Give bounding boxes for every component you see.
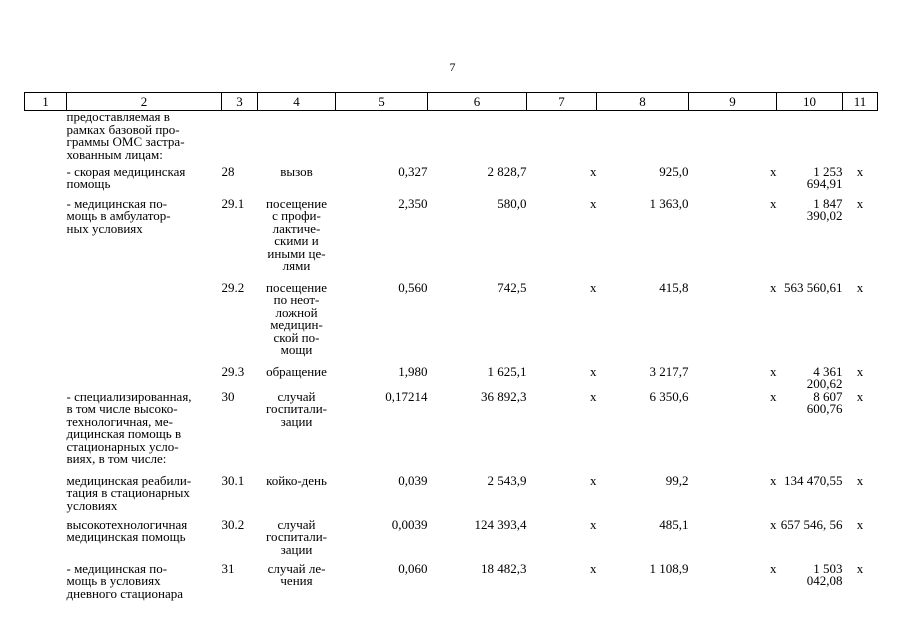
cell-text: х: [770, 363, 777, 379]
cell-c5: [336, 279, 428, 366]
cell-c3: [221, 163, 258, 198]
cell-text: х: [856, 163, 864, 179]
cell-c11: [843, 472, 878, 519]
cell-text: 124 393,4: [474, 516, 527, 532]
cell-c2: [66, 195, 222, 282]
cell-text: 0,560: [398, 279, 428, 295]
cell-text: - медицинская по- мощь в амбулатор- ных условиях: [66, 195, 171, 236]
column-header-6: 6: [428, 93, 527, 111]
cell-c7: [527, 472, 597, 519]
cell-c10: [777, 195, 843, 282]
table-row: [25, 111, 878, 166]
cell-c4: [258, 560, 336, 603]
cell-c8: [597, 363, 689, 391]
cell-c1: [25, 111, 67, 166]
cell-text: х: [590, 163, 597, 179]
table-row: [25, 519, 878, 563]
cell-c3: [221, 516, 258, 563]
cell-text: 30.1: [221, 472, 245, 488]
cell-c4: [258, 516, 336, 563]
cell-text: 29.2: [221, 279, 245, 295]
cell-c1: [25, 475, 67, 519]
table-row: [25, 282, 878, 366]
cell-c7: [527, 279, 597, 366]
cell-text: х: [856, 279, 864, 295]
cell-c10: [777, 279, 843, 366]
cell-c10: [777, 363, 843, 391]
cell-c4: [258, 388, 336, 475]
cell-c9: [689, 111, 777, 166]
cell-c8: [597, 163, 689, 198]
cell-text: х: [856, 516, 864, 532]
cell-text: случай ле- чения: [267, 560, 326, 588]
cell-text: случай госпитали- зации: [265, 388, 327, 429]
cell-text: х: [590, 279, 597, 295]
cell-c2: [66, 516, 222, 563]
cell-text: 134 470,55: [784, 472, 843, 488]
cell-text: х: [770, 388, 777, 404]
cell-text: х: [770, 516, 777, 532]
cell-text: 6 350,6: [649, 388, 689, 404]
data-table: [24, 92, 878, 603]
cell-c1: [25, 166, 67, 198]
cell-text: 580,0: [497, 195, 527, 211]
cell-c6: [428, 195, 527, 282]
cell-text: высокотехнологичная медицинская помощь: [66, 516, 188, 544]
cell-c8: [597, 472, 689, 519]
cell-c5: [336, 363, 428, 391]
cell-c8: [597, 560, 689, 603]
cell-c9: [689, 472, 777, 519]
cell-text: 28: [221, 163, 235, 179]
cell-text: 657 546, 56: [780, 516, 843, 532]
cell-c11: [843, 111, 878, 166]
cell-text: х: [590, 363, 597, 379]
cell-c8: [597, 111, 689, 166]
cell-text: х: [770, 195, 777, 211]
cell-c5: [336, 111, 428, 166]
cell-c11: [843, 195, 878, 282]
cell-text: 563 560,61: [784, 279, 843, 295]
cell-c11: [843, 516, 878, 563]
cell-text: х: [856, 388, 864, 404]
cell-c5: [336, 195, 428, 282]
cell-text: 3 217,7: [649, 363, 689, 379]
cell-text: х: [590, 388, 597, 404]
cell-c9: [689, 279, 777, 366]
cell-text: х: [770, 472, 777, 488]
cell-text: - скорая медицинская помощь: [66, 163, 186, 191]
column-header-7: 7: [527, 93, 597, 111]
cell-text: 0,0039: [391, 516, 428, 532]
cell-text: обращение: [266, 363, 327, 379]
cell-c8: [597, 516, 689, 563]
cell-c1: [25, 391, 67, 475]
cell-text: 1,980: [398, 363, 428, 379]
column-header-5: 5: [336, 93, 428, 111]
cell-c10: [777, 388, 843, 475]
cell-c7: [527, 195, 597, 282]
cell-text: х: [590, 195, 597, 211]
cell-c3: [221, 388, 258, 475]
cell-text: х: [590, 560, 597, 576]
cell-c7: [527, 163, 597, 198]
cell-text: 30.2: [221, 516, 245, 532]
cell-text: 742,5: [497, 279, 527, 295]
column-header-2: 2: [67, 93, 222, 111]
cell-c9: [689, 363, 777, 391]
cell-text: 1 847 390,02: [806, 195, 843, 223]
cell-text: - специализированная, в том числе высоко- технологичная, ме- дицинская помощь в стационарных усло- виях, в том числе:: [66, 388, 192, 466]
cell-c5: [336, 472, 428, 519]
cell-text: случай госпитали- зации: [265, 516, 327, 557]
cell-c1: [25, 519, 67, 563]
cell-c7: [527, 111, 597, 166]
cell-text: 2,350: [398, 195, 428, 211]
cell-c2: [67, 366, 222, 391]
page-number: 7: [449, 60, 456, 74]
cell-text: 1 625,1: [487, 363, 527, 379]
cell-c2: [66, 472, 222, 519]
cell-c11: [843, 163, 878, 198]
column-header-8: 8: [597, 93, 689, 111]
cell-text: 29.3: [221, 363, 245, 379]
cell-text: посещение по неот- ложной медицин- ской по- мощи: [266, 279, 327, 357]
cell-c6: [428, 472, 527, 519]
cell-c5: [336, 163, 428, 198]
cell-c4: [258, 363, 336, 391]
cell-c3: [221, 472, 258, 519]
cell-c2: [67, 111, 222, 166]
cell-c11: [843, 560, 878, 603]
cell-c10: [777, 560, 843, 603]
table-row: [25, 166, 878, 198]
cell-text: 8 607 600,76: [806, 388, 843, 416]
cell-c6: [428, 388, 527, 475]
cell-c2: [66, 560, 222, 603]
cell-c3: [221, 363, 258, 391]
cell-text: медицинская реабили- тация в стационарных условиях: [66, 472, 192, 513]
cell-c11: [843, 388, 878, 475]
cell-c6: [428, 560, 527, 603]
table-row: [25, 563, 878, 603]
cell-c8: [597, 388, 689, 475]
cell-c6: [428, 163, 527, 198]
column-header-1: 1: [25, 93, 67, 111]
cell-text: 30: [221, 388, 235, 404]
cell-c7: [527, 388, 597, 475]
cell-text: х: [856, 195, 864, 211]
cell-c11: [843, 279, 878, 366]
cell-c6: [428, 279, 527, 366]
cell-c7: [527, 516, 597, 563]
cell-c7: [527, 560, 597, 603]
cell-c5: [336, 560, 428, 603]
cell-c4: [258, 279, 336, 366]
cell-c3: [221, 560, 258, 603]
cell-c4: [258, 111, 336, 166]
cell-c3: [221, 279, 258, 366]
cell-c6: [428, 363, 527, 391]
cell-c8: [597, 195, 689, 282]
cell-text: 485,1: [659, 516, 689, 532]
cell-text: 36 892,3: [481, 388, 527, 404]
cell-text: 18 482,3: [481, 560, 527, 576]
cell-c9: [689, 195, 777, 282]
cell-c4: [258, 163, 336, 198]
cell-text: 99,2: [665, 472, 689, 488]
cell-c1: [25, 198, 67, 282]
cell-text: 0,17214: [385, 388, 428, 404]
cell-c8: [597, 279, 689, 366]
cell-text: 2 543,9: [487, 472, 527, 488]
cell-text: - медицинская по- мощь в условиях дневного стационара: [66, 560, 183, 601]
cell-c3: [221, 195, 258, 282]
cell-text: 1 253 694,91: [806, 163, 843, 191]
table-body: [25, 111, 878, 603]
cell-c10: [777, 111, 843, 166]
cell-c2: [66, 163, 222, 198]
cell-c4: [258, 472, 336, 519]
cell-text: х: [856, 363, 864, 379]
cell-text: 415,8: [659, 279, 689, 295]
table-row: [25, 198, 878, 282]
cell-text: вызов: [280, 163, 313, 179]
cell-c2: [66, 388, 222, 475]
table-row: [25, 391, 878, 475]
cell-text: х: [770, 279, 777, 295]
cell-text: х: [770, 163, 777, 179]
cell-text: 1 503 042,08: [806, 560, 843, 588]
cell-text: х: [590, 472, 597, 488]
cell-text: 0,039: [398, 472, 428, 488]
cell-c4: [258, 195, 336, 282]
cell-text: 1 108,9: [649, 560, 689, 576]
cell-c6: [428, 516, 527, 563]
cell-c1: [25, 282, 67, 366]
column-header-11: 11: [843, 93, 878, 111]
cell-c5: [336, 388, 428, 475]
cell-text: х: [856, 560, 864, 576]
cell-text: 29.1: [221, 195, 245, 211]
column-header-10: 10: [777, 93, 843, 111]
table-row: [25, 366, 878, 391]
column-header-3: 3: [222, 93, 258, 111]
table-row: [25, 475, 878, 519]
cell-c1: [25, 366, 67, 391]
cell-text: 1 363,0: [649, 195, 689, 211]
cell-c10: [777, 516, 843, 563]
cell-text: х: [590, 516, 597, 532]
cell-text: 925,0: [659, 163, 689, 179]
cell-text: 4 361 200,62: [806, 363, 843, 391]
cell-text: 31: [221, 560, 235, 576]
cell-c9: [689, 516, 777, 563]
cell-c2: [67, 282, 222, 366]
cell-c9: [689, 560, 777, 603]
cell-text: 0,327: [398, 163, 428, 179]
cell-c9: [689, 163, 777, 198]
cell-text: х: [856, 472, 864, 488]
cell-c5: [336, 516, 428, 563]
column-header-4: 4: [258, 93, 336, 111]
cell-c6: [428, 111, 527, 166]
column-header-9: 9: [689, 93, 777, 111]
cell-c10: [777, 472, 843, 519]
cell-text: 2 828,7: [487, 163, 527, 179]
cell-c10: [777, 163, 843, 198]
header-row: [25, 93, 878, 111]
cell-text: 0,060: [398, 560, 428, 576]
cell-c3: [222, 111, 258, 166]
cell-c9: [689, 388, 777, 475]
cell-text: посещение с профи- лактиче- скими и иными це- лями: [266, 195, 327, 273]
cell-text: койко-день: [266, 472, 327, 488]
cell-c1: [25, 563, 67, 603]
cell-text: х: [770, 560, 777, 576]
cell-text: предоставляемая в рамках базовой про- граммы ОМС застра- хованным лицам:: [66, 109, 185, 162]
cell-c7: [527, 363, 597, 391]
cell-c11: [843, 363, 878, 391]
